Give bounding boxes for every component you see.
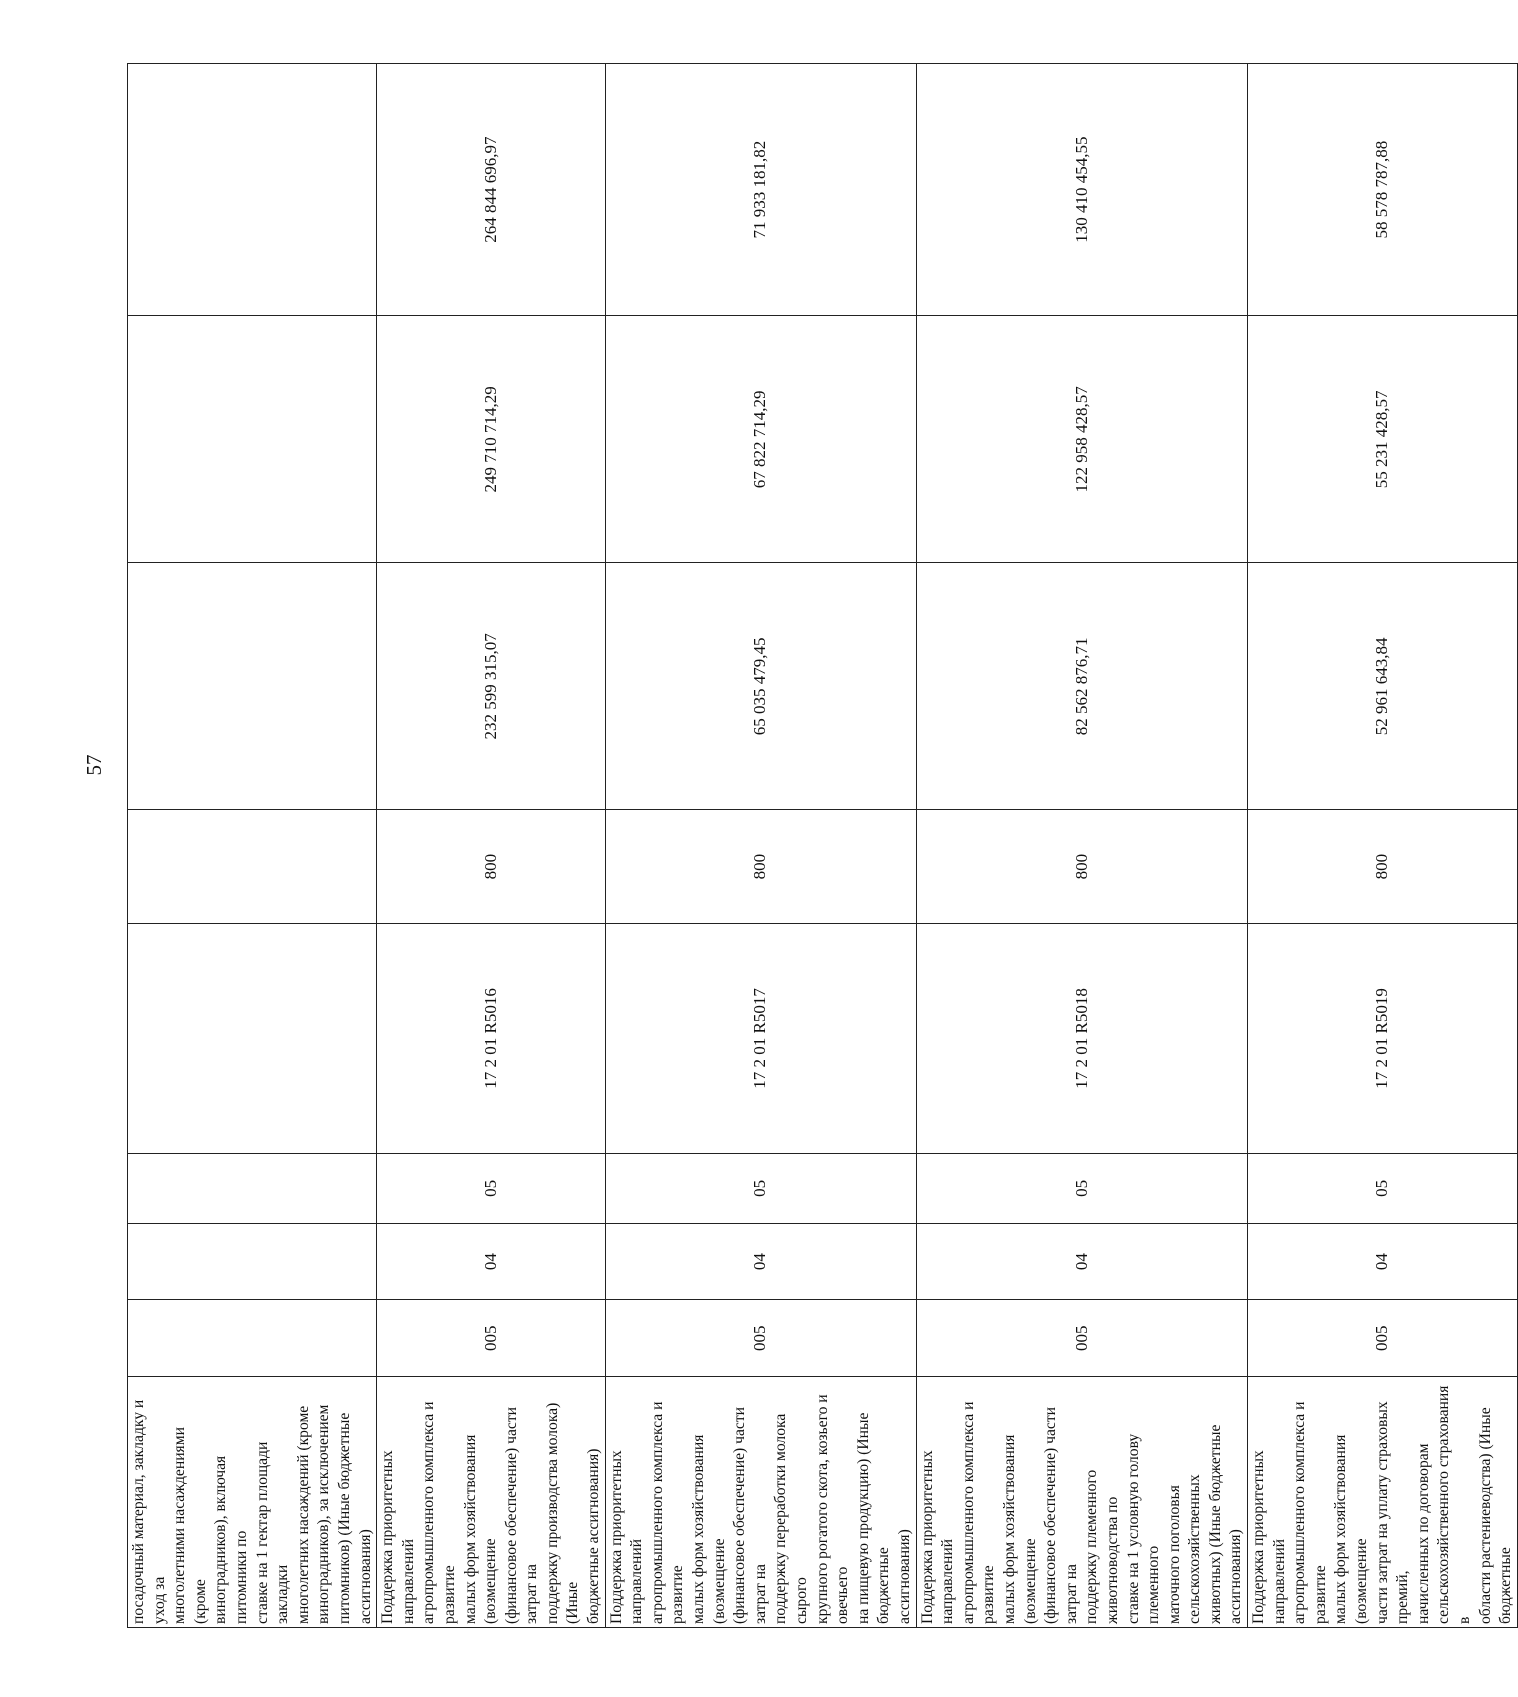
section-code: 04 xyxy=(377,1223,606,1300)
expense-type-code: 800 xyxy=(916,810,1248,924)
amount-year-1: 82 562 876,71 xyxy=(916,563,1248,810)
ministry-code: 005 xyxy=(377,1300,606,1377)
amount-year-2: 122 958 428,57 xyxy=(916,316,1248,563)
amount-year-2 xyxy=(128,316,377,563)
subsection-code: 05 xyxy=(605,1153,916,1223)
amount-year-2: 55 231 428,57 xyxy=(1248,316,1518,563)
expense-type-code: 800 xyxy=(1248,810,1518,924)
ministry-code: 005 xyxy=(916,1300,1248,1377)
amount-year-3 xyxy=(128,64,377,316)
row-description: посадочный материал, закладку и уход за многолетними насаждениями (кроме виноградников), включая питомники по ставке на 1 гектар площади закладки многолетних насаждений (кроме виноградников), за исключением питомников) (Иные бюджетные ассигнования) xyxy=(128,1377,377,1628)
subsection-code: 05 xyxy=(916,1153,1248,1223)
table-row xyxy=(605,64,916,1628)
page-number: 57 xyxy=(82,754,106,776)
amount-year-1 xyxy=(128,563,377,810)
amount-year-3: 264 844 696,97 xyxy=(377,64,606,316)
rotated-table-frame xyxy=(127,63,1515,1628)
section-code xyxy=(128,1223,377,1300)
section-code: 04 xyxy=(605,1223,916,1300)
budget-table-container xyxy=(127,63,1515,1628)
section-code: 04 xyxy=(916,1223,1248,1300)
subsection-code xyxy=(128,1153,377,1223)
row-description: Поддержка приоритетных направлений агропромышленного комплекса и развитие малых форм хозяйствования (возмещение (финансовое обеспечение) части затрат на поддержку производства молока) (Иные бюджетные ассигнования) xyxy=(377,1377,606,1628)
target-article-code xyxy=(128,923,377,1153)
table-row xyxy=(377,64,606,1628)
table-row xyxy=(128,64,377,1628)
amount-year-3: 130 410 454,55 xyxy=(916,64,1248,316)
amount-year-3: 71 933 181,82 xyxy=(605,64,916,316)
target-article-code: 17 2 01 R5018 xyxy=(916,923,1248,1153)
subsection-code: 05 xyxy=(377,1153,606,1223)
amount-year-1: 232 599 315,07 xyxy=(377,563,606,810)
target-article-code: 17 2 01 R5017 xyxy=(605,923,916,1153)
amount-year-2: 249 710 714,29 xyxy=(377,316,606,563)
amount-year-1: 65 035 479,45 xyxy=(605,563,916,810)
subsection-code: 05 xyxy=(1248,1153,1518,1223)
section-code: 04 xyxy=(1248,1223,1518,1300)
table-row xyxy=(1248,64,1518,1628)
expense-type-code: 800 xyxy=(377,810,606,924)
amount-year-2: 67 822 714,29 xyxy=(605,316,916,563)
ministry-code: 005 xyxy=(605,1300,916,1377)
amount-year-3: 58 578 787,88 xyxy=(1248,64,1518,316)
target-article-code: 17 2 01 R5019 xyxy=(1248,923,1518,1153)
ministry-code xyxy=(128,1300,377,1377)
table-row xyxy=(916,64,1248,1628)
row-description: Поддержка приоритетных направлений агропромышленного комплекса и развитие малых форм хозяйствования (возмещение (финансовое обеспечение) части затрат на поддержку племенного животноводства по ставке на 1 условную голову племенного маточного поголовья сельскохозяйственных животных) (Иные бюджетные ассигнования) xyxy=(916,1377,1248,1628)
budget-table xyxy=(127,63,1518,1628)
target-article-code: 17 2 01 R5016 xyxy=(377,923,606,1153)
expense-type-code: 800 xyxy=(605,810,916,924)
row-description: Поддержка приоритетных направлений агропромышленного комплекса и развитие малых форм хозяйствования (возмещение части затрат на уплату страховых премий, начисленных по договорам сельскохозяйственного страхования в области растениеводства) (Иные бюджетные xyxy=(1248,1377,1518,1628)
row-description: Поддержка приоритетных направлений агропромышленного комплекса и развитие малых форм хозяйствования (возмещение (финансовое обеспечение) части затрат на поддержку переработки молока сырого крупного рогатого скота, козьего и овечьего на пищевую продукцию) (Иные бюджетные ассигнования) xyxy=(605,1377,916,1628)
ministry-code: 005 xyxy=(1248,1300,1518,1377)
expense-type-code xyxy=(128,810,377,924)
amount-year-1: 52 961 643,84 xyxy=(1248,563,1518,810)
